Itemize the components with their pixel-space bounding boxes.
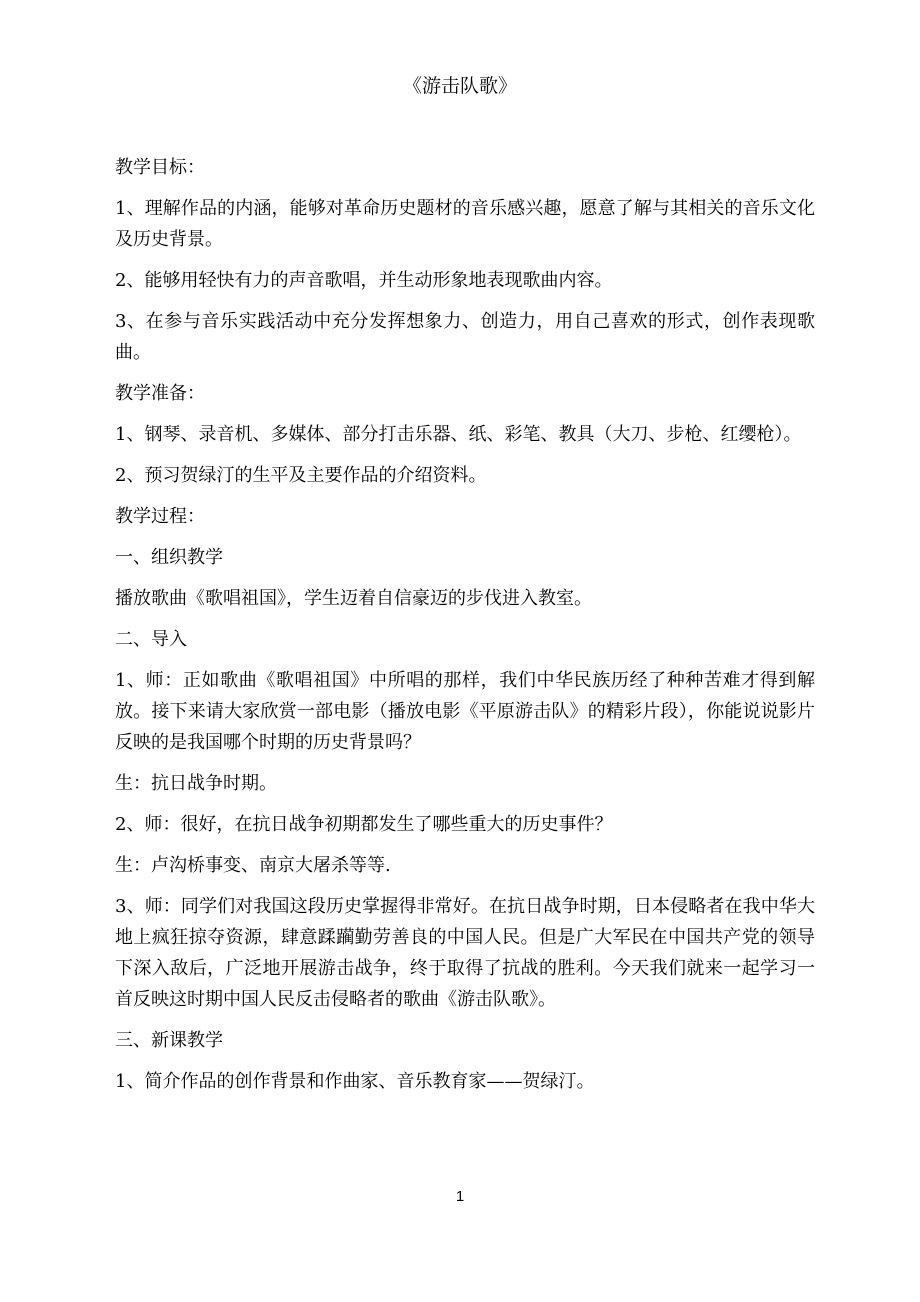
page-number: 1 <box>455 1188 465 1205</box>
section-heading-preparation: 教学准备： <box>115 383 205 404</box>
paragraph-organize: 播放歌曲《歌唱祖国》，学生迈着自信豪迈的步伐进入教室。 <box>115 588 592 609</box>
paragraph-intro-2: 2、师：很好，在抗日战争初期都发生了哪些重大的历史事件？ <box>115 814 613 835</box>
paragraph-objective-1: 1、理解作品的内涵，能够对革命历史题材的音乐感兴趣，愿意了解与其相关的音乐文化及历史背景。 <box>115 198 815 250</box>
paragraph-objective-3: 3、在参与音乐实践活动中充分发挥想象力、创造力，用自己喜欢的形式，创作表现歌曲。 <box>115 311 815 363</box>
paragraph-intro-3: 3、师：同学们对我国这段历史掌握得非常好。在抗日战争时期，日本侵略者在我中华大地上疯狂掠夺资源，肆意蹂躏勤劳善良的中国人民。但是广大军民在中国共产党的领导下深入敌后，广泛地开展游击战争，终于取得了抗战的胜利。今天我们就来一起学习一首反映这时期中国人民反击侵略者的歌曲《游击队歌》。 <box>115 896 815 1010</box>
document-title: 《游击队歌》 <box>402 75 517 97</box>
paragraph-intro-1: 1、师：正如歌曲《歌唱祖国》中所唱的那样，我们中华民族历经了种种苦难才得到解放。接下来请大家欣赏一部电影（播放电影《平原游击队》的精彩片段），你能说说影片反映的是我国哪个时期的历史背景吗？ <box>115 670 815 753</box>
paragraph-preparation-2: 2、预习贺绿汀的生平及主要作品的介绍资料。 <box>115 465 487 486</box>
paragraph-student-answer-1: 生：抗日战争时期。 <box>115 773 277 794</box>
subheading-organize: 一、组织教学 <box>115 547 223 568</box>
paragraph-student-answer-2: 生：卢沟桥事变、南京大屠杀等等. <box>115 855 391 876</box>
document-body <box>115 152 815 1107</box>
section-heading-process: 教学过程： <box>115 506 205 527</box>
paragraph-new-lesson-1: 1、简介作品的创作背景和作曲家、音乐教育家——贺绿汀。 <box>115 1071 595 1092</box>
paragraph-preparation-1: 1、钢琴、录音机、多媒体、部分打击乐器、纸、彩笔、教具（大刀、步枪、红缨枪）。 <box>115 424 802 445</box>
section-heading-objectives: 教学目标： <box>115 157 205 178</box>
subheading-new-lesson: 三、新课教学 <box>115 1030 223 1051</box>
paragraph-objective-2: 2、能够用轻快有力的声音歌唱，并生动形象地表现歌曲内容。 <box>115 270 613 291</box>
subheading-intro: 二、导入 <box>115 629 187 650</box>
